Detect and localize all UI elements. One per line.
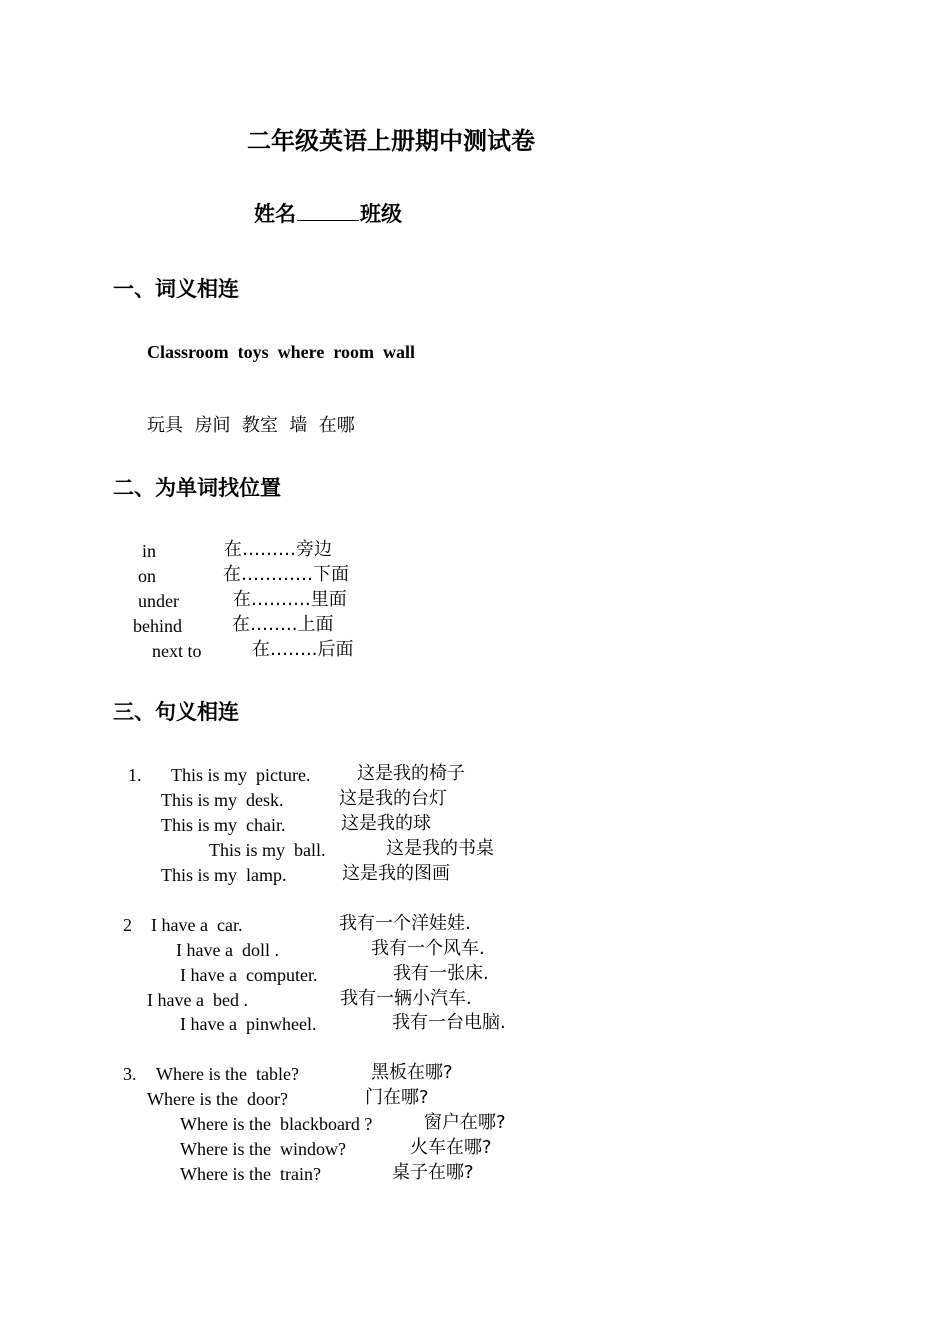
group3-meaning: 门在哪? (365, 1087, 429, 1108)
group3-sentence: Where is the window? (180, 1139, 346, 1159)
group3-sentence: Where is the blackboard ? (180, 1114, 373, 1134)
group1-sentence: This is my chair. (161, 815, 286, 835)
group3-sentence: Where is the table? (156, 1064, 299, 1084)
group1-sentence: This is my lamp. (161, 865, 287, 885)
group1-sentence: This is my ball. (209, 840, 326, 860)
group1-meaning: 这是我的书桌 (386, 838, 494, 859)
section2-meaning: 在……..上面 (232, 614, 334, 635)
group1-meaning: 这是我的球 (341, 813, 431, 834)
section2-word: under (138, 591, 179, 611)
name-class-line (254, 204, 402, 225)
name-label: 姓名 (254, 202, 296, 226)
group2-sentence: I have a pinwheel. (180, 1014, 317, 1034)
section1-english-words: Classroom toys where room wall (147, 342, 415, 362)
name-blank[interactable] (297, 219, 359, 221)
section2-meaning: 在……….里面 (233, 589, 347, 610)
page-title: 二年级英语上册期中测试卷 (247, 127, 535, 155)
group2-sentence: I have a car. (151, 915, 243, 935)
group2-sentence: I have a computer. (180, 965, 318, 985)
group2-sentence: I have a bed . (147, 990, 248, 1010)
section1-chinese-words: 玩具 房间 教室 墙 在哪 (147, 415, 355, 436)
group1-sentence: This is my picture. (171, 765, 311, 785)
group2-meaning: 我有一辆小汽车. (340, 988, 472, 1009)
group2-meaning: 我有一张床. (393, 963, 489, 984)
group3-meaning: 火车在哪? (410, 1137, 492, 1158)
group3-meaning: 桌子在哪? (392, 1162, 474, 1183)
group3-meaning: 黑板在哪? (371, 1062, 453, 1083)
section1-heading: 一、词义相连 (113, 277, 239, 301)
group2-number: 2 (123, 915, 132, 935)
group1-meaning: 这是我的台灯 (339, 788, 447, 809)
section2-meaning: 在………旁边 (224, 539, 332, 560)
group1-number: 1. (128, 765, 142, 785)
class-label: 班级 (360, 202, 402, 226)
section2-meaning: 在…………下面 (223, 564, 349, 585)
group3-sentence: Where is the train? (180, 1164, 321, 1184)
group2-meaning: 我有一个洋娃娃. (339, 913, 471, 934)
section3-heading: 三、句义相连 (113, 700, 239, 724)
section2-word: on (138, 566, 156, 586)
group2-meaning: 我有一台电脑. (392, 1012, 506, 1033)
section2-heading: 二、为单词找位置 (113, 476, 281, 500)
group3-number: 3. (123, 1064, 137, 1084)
group3-sentence: Where is the door? (147, 1089, 288, 1109)
group1-meaning: 这是我的椅子 (357, 763, 465, 784)
group3-meaning: 窗户在哪? (424, 1112, 506, 1133)
section2-word: next to (152, 641, 202, 661)
section2-word: behind (133, 616, 182, 636)
group2-meaning: 我有一个风车. (371, 938, 485, 959)
section2-word: in (142, 541, 157, 561)
section2-meaning: 在……..后面 (252, 639, 354, 660)
group1-sentence: This is my desk. (161, 790, 284, 810)
group1-meaning: 这是我的图画 (342, 863, 450, 884)
group2-sentence: I have a doll . (176, 940, 279, 960)
